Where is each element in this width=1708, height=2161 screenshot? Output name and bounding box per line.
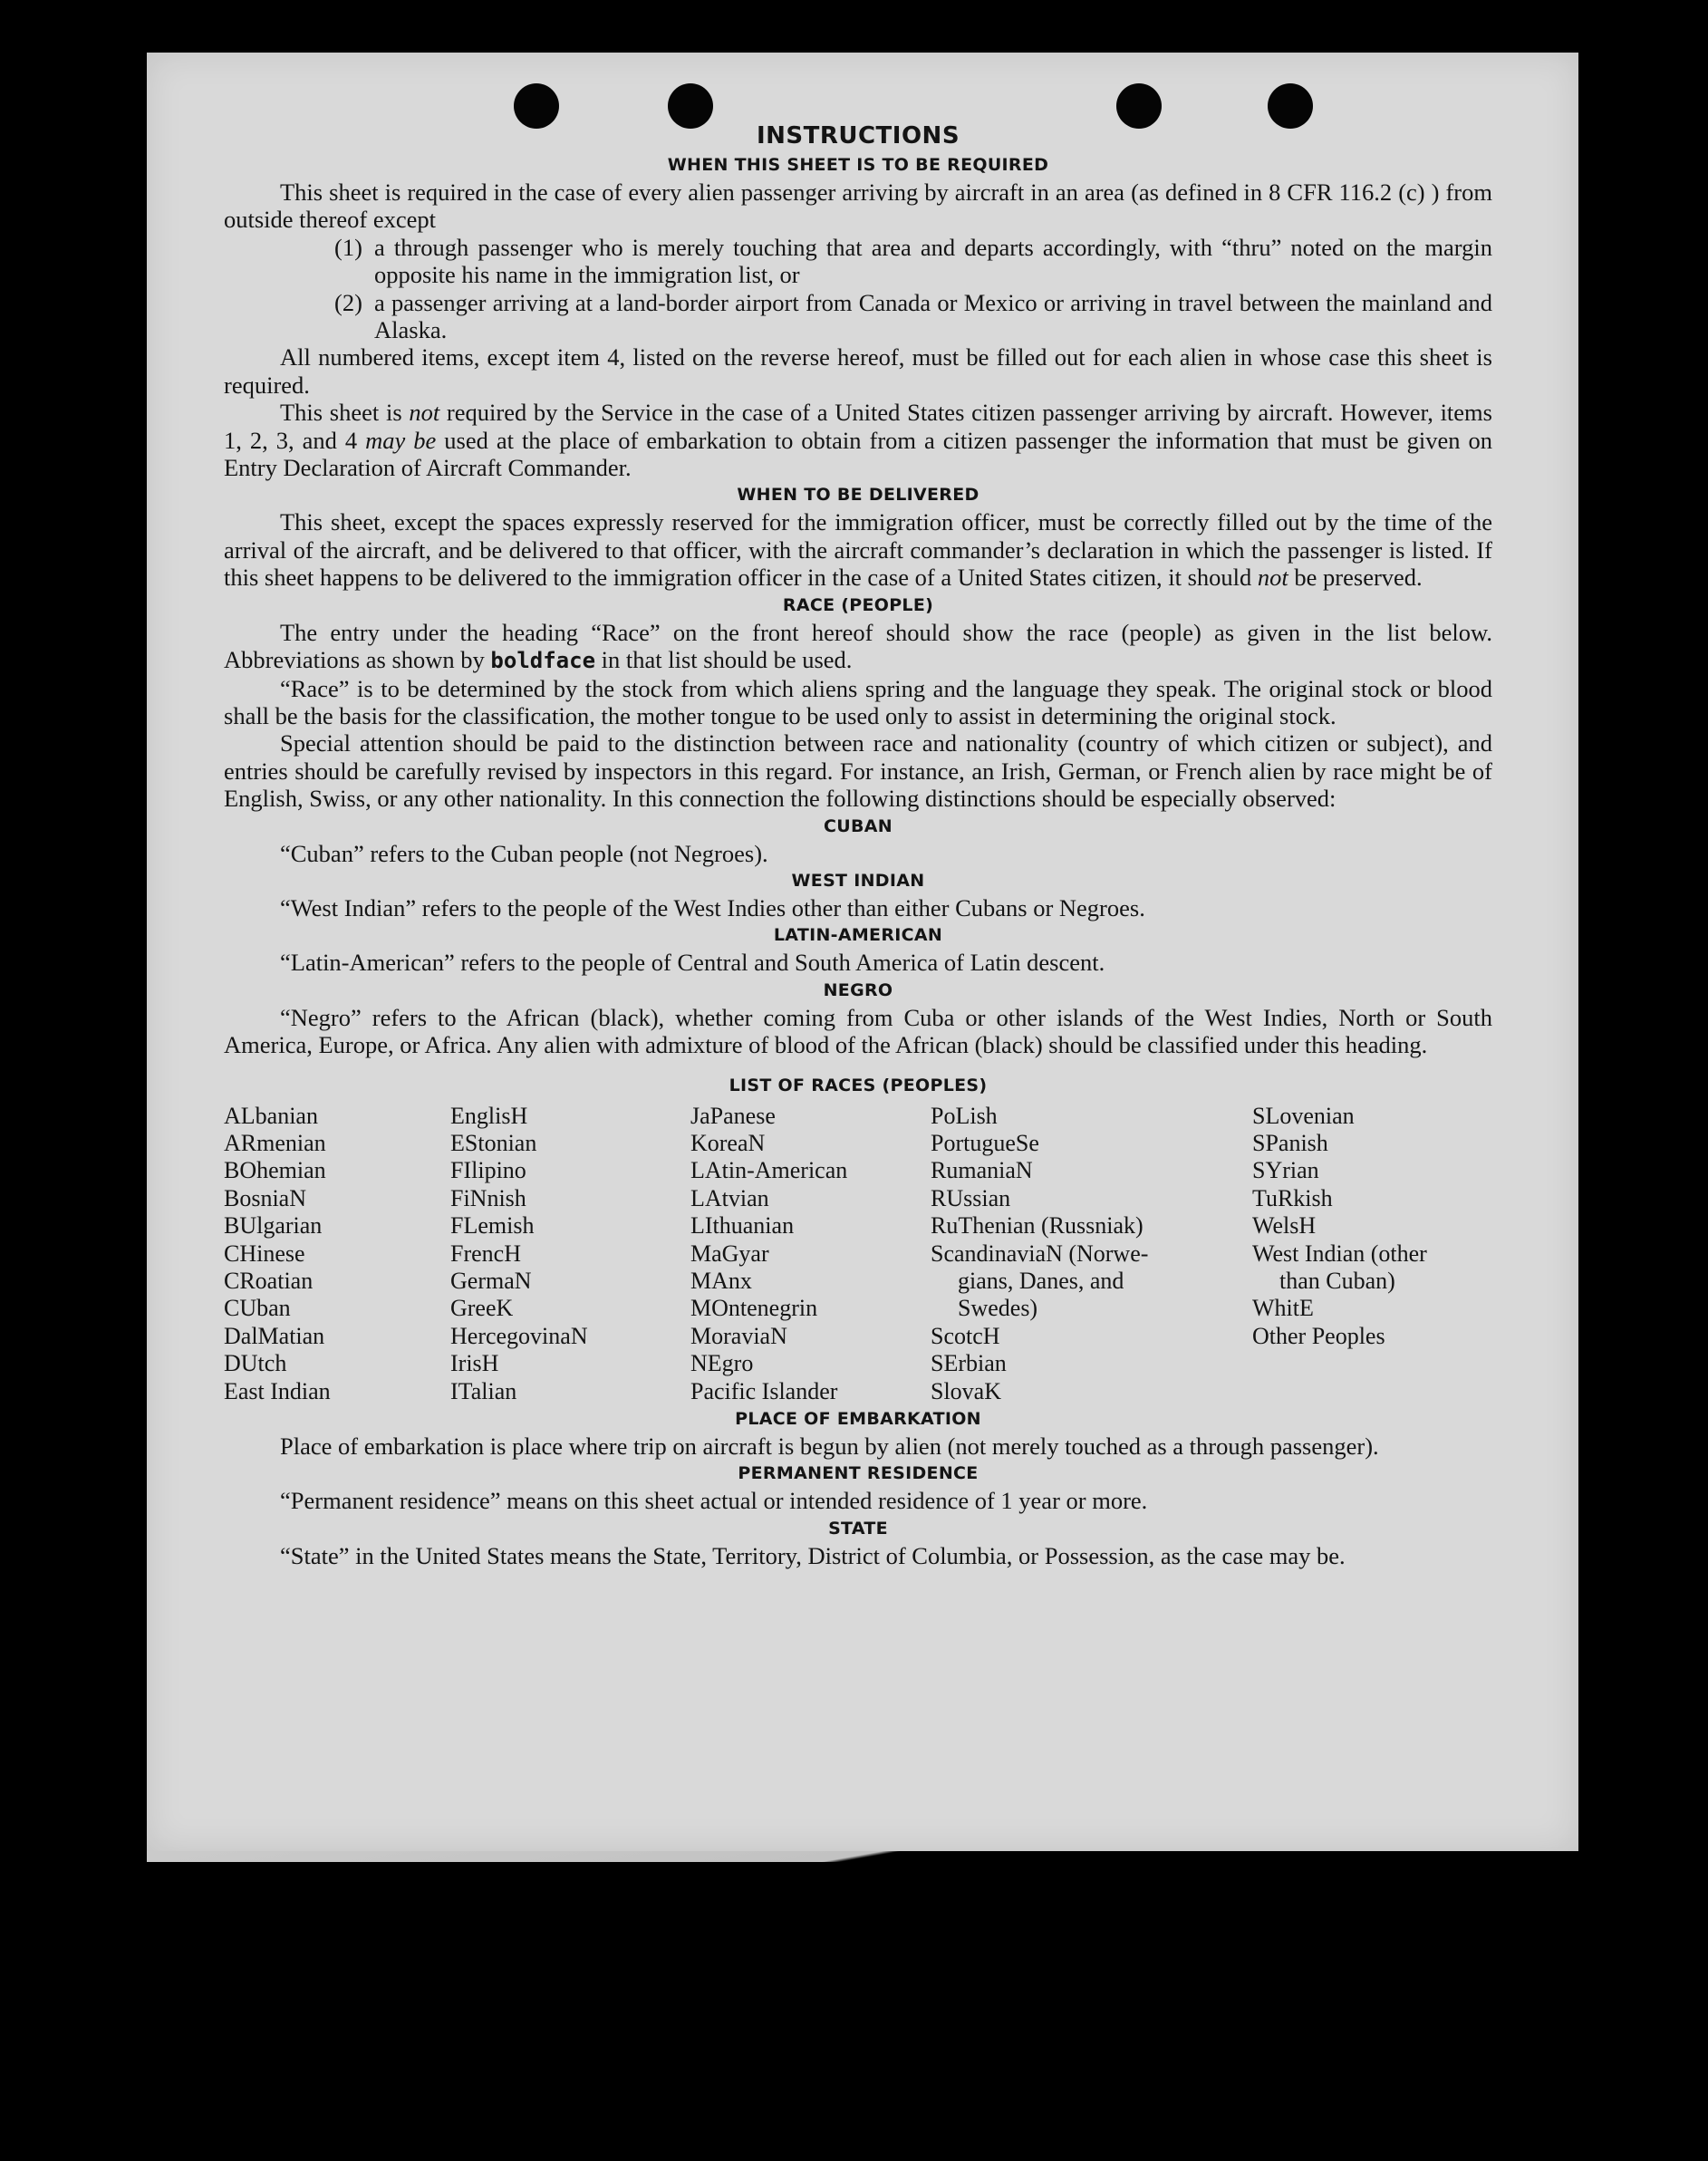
races-column-2 (450, 1103, 690, 1405)
race-entry: EStonian (450, 1129, 537, 1156)
race-entry: NEgro (690, 1350, 754, 1377)
delivered-paragraph (224, 508, 1492, 591)
race-entry: ScotcH (931, 1322, 1000, 1349)
item-number: (2) (334, 288, 362, 316)
race-entry: SErbian (931, 1350, 1007, 1377)
race-entry: SLovenian (1252, 1102, 1355, 1129)
text-run: in that list should be used. (595, 646, 853, 674)
residence-paragraph: “Permanent residence” means on this sheet actual or intended residence of 1 year or more. (280, 1487, 1148, 1515)
races-column-3 (690, 1103, 931, 1405)
text-run: The entry under the heading “Race” on the front hereof should show the race (people) as given in the list below. Abbreviations as shown by (224, 618, 1492, 674)
race-entry: RumaniaN (931, 1157, 1033, 1184)
emphasis-not: not (1257, 564, 1288, 592)
race-entry: GreeK (450, 1295, 514, 1322)
race-entry: FrencH (450, 1240, 521, 1267)
race-entry: MaGyar (690, 1240, 769, 1267)
emphasis-not: not (409, 399, 440, 427)
race-entry: CUban (224, 1295, 291, 1322)
section-heading-cuban: CUBAN (824, 815, 893, 836)
race-entry: SYrian (1252, 1157, 1319, 1184)
section-heading-negro: NEGRO (823, 979, 893, 1000)
item-text: a passenger arriving at a land-border airport from Canada or Mexico or arriving in travel between the mainland and Alaska. (374, 288, 1492, 344)
race-paragraph-2: “Race” is to be determined by the stock from which aliens spring and the language they speak. The original stock or blood shall be the basis for the classification, the mother tongue to be used only to assist in determining the original stock. (224, 674, 1492, 729)
section-heading-when-delivered: WHEN TO BE DELIVERED (737, 485, 979, 506)
text-run: required by the Service in the case of a United States citizen passenger arriving by aircraft. However, items 1, 2, 3, and 4 (224, 399, 1492, 454)
negro-paragraph: “Negro” refers to the African (black), whether coming from Cuba or other islands of the West Indies, North or South America, Europe, or Africa. Any alien with admixture of blood of the African (black) should be classified under this heading. (224, 1003, 1492, 1059)
race-entry: TuRkish (1252, 1184, 1333, 1211)
race-entry: ARmenian (224, 1129, 326, 1156)
required-intro: This sheet is required in the case of every alien passenger arriving by aircraft in an area (as defined in 8 CFR 116.2 (c) ) from outside thereof except (224, 178, 1492, 234)
race-entry: CHinese (224, 1240, 305, 1267)
text-run: This sheet, except the spaces expressly reserved for the immigration officer, must be correctly filled out by the time of the arrival of the aircraft, and be delivered to that officer, with the aircraft commander’s declaration in which the passenger is listed. If this sheet happens to be delivered to the immigration officer in the case of a United States citizen, it should (224, 508, 1492, 592)
race-entry: LAtin-American (690, 1157, 848, 1184)
race-entry: ITalian (450, 1377, 517, 1404)
race-entry: SlovaK (931, 1377, 1001, 1404)
text-run: used at the place of embarkation to obtain from a citizen passenger the information that must be given on Entry Declaration of Aircraft Commander. (224, 426, 1492, 482)
race-entry: LAtvian (690, 1184, 769, 1211)
emphasis-may-be: may be (365, 426, 437, 454)
race-entry: MAnx (690, 1268, 752, 1294)
race-entry: RUssian (931, 1184, 1011, 1211)
race-entry: than Cuban) (1279, 1268, 1395, 1294)
race-entry: Other Peoples (1252, 1322, 1385, 1349)
citizen-paragraph (224, 399, 1492, 481)
section-heading-permanent-residence: PERMANENT RESIDENCE (738, 1463, 979, 1484)
race-entry: HercegovinaN (450, 1322, 588, 1349)
race-entry: West Indian (other (1252, 1240, 1427, 1267)
race-entry: ScandinaviaN (Norwe- (931, 1240, 1149, 1267)
cuban-paragraph: “Cuban” refers to the Cuban people (not Negroes). (280, 839, 768, 867)
race-entry: BUlgarian (224, 1212, 323, 1240)
item-text: a through passenger who is merely touching that area and departs accordingly, with “thru” noted on the margin opposite his name in the immigration list, or (374, 233, 1492, 289)
race-entry: BOhemian (224, 1157, 326, 1184)
section-heading-when-required: WHEN THIS SHEET IS TO BE REQUIRED (667, 155, 1049, 175)
race-entry: LIthuanian (690, 1212, 795, 1240)
latin-american-paragraph: “Latin-American” refers to the people of Central and South America of Latin descent. (280, 949, 1105, 977)
section-heading-state: STATE (828, 1518, 888, 1539)
section-heading-embarkation: PLACE OF EMBARKATION (735, 1409, 981, 1430)
section-heading-list-of-races: LIST OF RACES (PEOPLES) (729, 1075, 988, 1095)
item-number: (1) (334, 233, 362, 261)
race-entry: East Indian (224, 1377, 331, 1404)
instructions-body (224, 121, 1492, 1569)
race-paragraph-1 (224, 619, 1492, 675)
race-entry: Swedes) (958, 1295, 1038, 1322)
race-entry: gians, Danes, and (958, 1268, 1124, 1294)
race-entry: SPanish (1252, 1129, 1328, 1156)
race-entry: JaPanese (690, 1102, 776, 1129)
exception-item-1 (224, 234, 1492, 289)
races-column-5 (1252, 1103, 1492, 1405)
races-column-1 (224, 1103, 450, 1405)
race-entry: DUtch (224, 1350, 287, 1377)
race-entry: PoLish (931, 1102, 998, 1129)
race-entry: FiNnish (450, 1184, 526, 1211)
race-entry: PortugueSe (931, 1129, 1039, 1156)
race-paragraph-3: Special attention should be paid to the distinction between race and nationality (country of which citizen or subject), and entries should be carefully revised by inspectors in this regard. For instance, an Irish, German, or French alien by race might be of English, Swiss, or any other nationality. In this connection the following distinctions should be especially observed: (224, 729, 1492, 813)
section-heading-west-indian: WEST INDIAN (791, 870, 925, 891)
race-entry: WhitE (1252, 1295, 1314, 1322)
race-entry: GermaN (450, 1268, 532, 1294)
race-entry: IrisH (450, 1350, 499, 1377)
race-entry: MOntenegrin (690, 1295, 818, 1322)
embarkation-paragraph: Place of embarkation is place where trip on aircraft is begun by alien (not merely touched as a through passenger). (280, 1433, 1379, 1461)
race-entry: FIlipino (450, 1157, 526, 1184)
race-entry: BosniaN (224, 1184, 306, 1211)
west-indian-paragraph: “West Indian” refers to the people of the West Indies other than either Cubans or Negroes. (280, 893, 1145, 921)
numbered-items-paragraph: All numbered items, except item 4, listed on the reverse hereof, must be filled out for each alien in whose case this sheet is required. (224, 343, 1492, 399)
race-entry: Pacific Islander (690, 1377, 838, 1404)
document-sheet (147, 53, 1578, 1851)
race-entry: DalMatian (224, 1322, 325, 1349)
race-entry: ALbanian (224, 1102, 318, 1129)
boldface-word: boldface (490, 648, 596, 674)
races-list (224, 1103, 1492, 1405)
state-paragraph: “State” in the United States means the State, Territory, District of Columbia, or Possession, as the case may be. (280, 1541, 1346, 1569)
race-entry: EnglisH (450, 1102, 528, 1129)
text-run: be preserved. (1288, 564, 1423, 592)
race-entry: MoraviaN (690, 1322, 787, 1349)
race-entry: CRoatian (224, 1268, 314, 1294)
race-entry: RuThenian (Russniak) (931, 1212, 1143, 1240)
race-entry: WelsH (1252, 1212, 1317, 1240)
section-heading-race: RACE (PEOPLE) (782, 594, 934, 615)
section-heading-latin-american: LATIN-AMERICAN (773, 925, 943, 946)
races-column-4 (931, 1103, 1252, 1405)
text-run: This sheet is (280, 399, 410, 427)
exception-item-2 (224, 289, 1492, 344)
page-title: INSTRUCTIONS (756, 122, 960, 150)
race-entry: KoreaN (690, 1129, 766, 1156)
race-entry: FLemish (450, 1212, 535, 1240)
